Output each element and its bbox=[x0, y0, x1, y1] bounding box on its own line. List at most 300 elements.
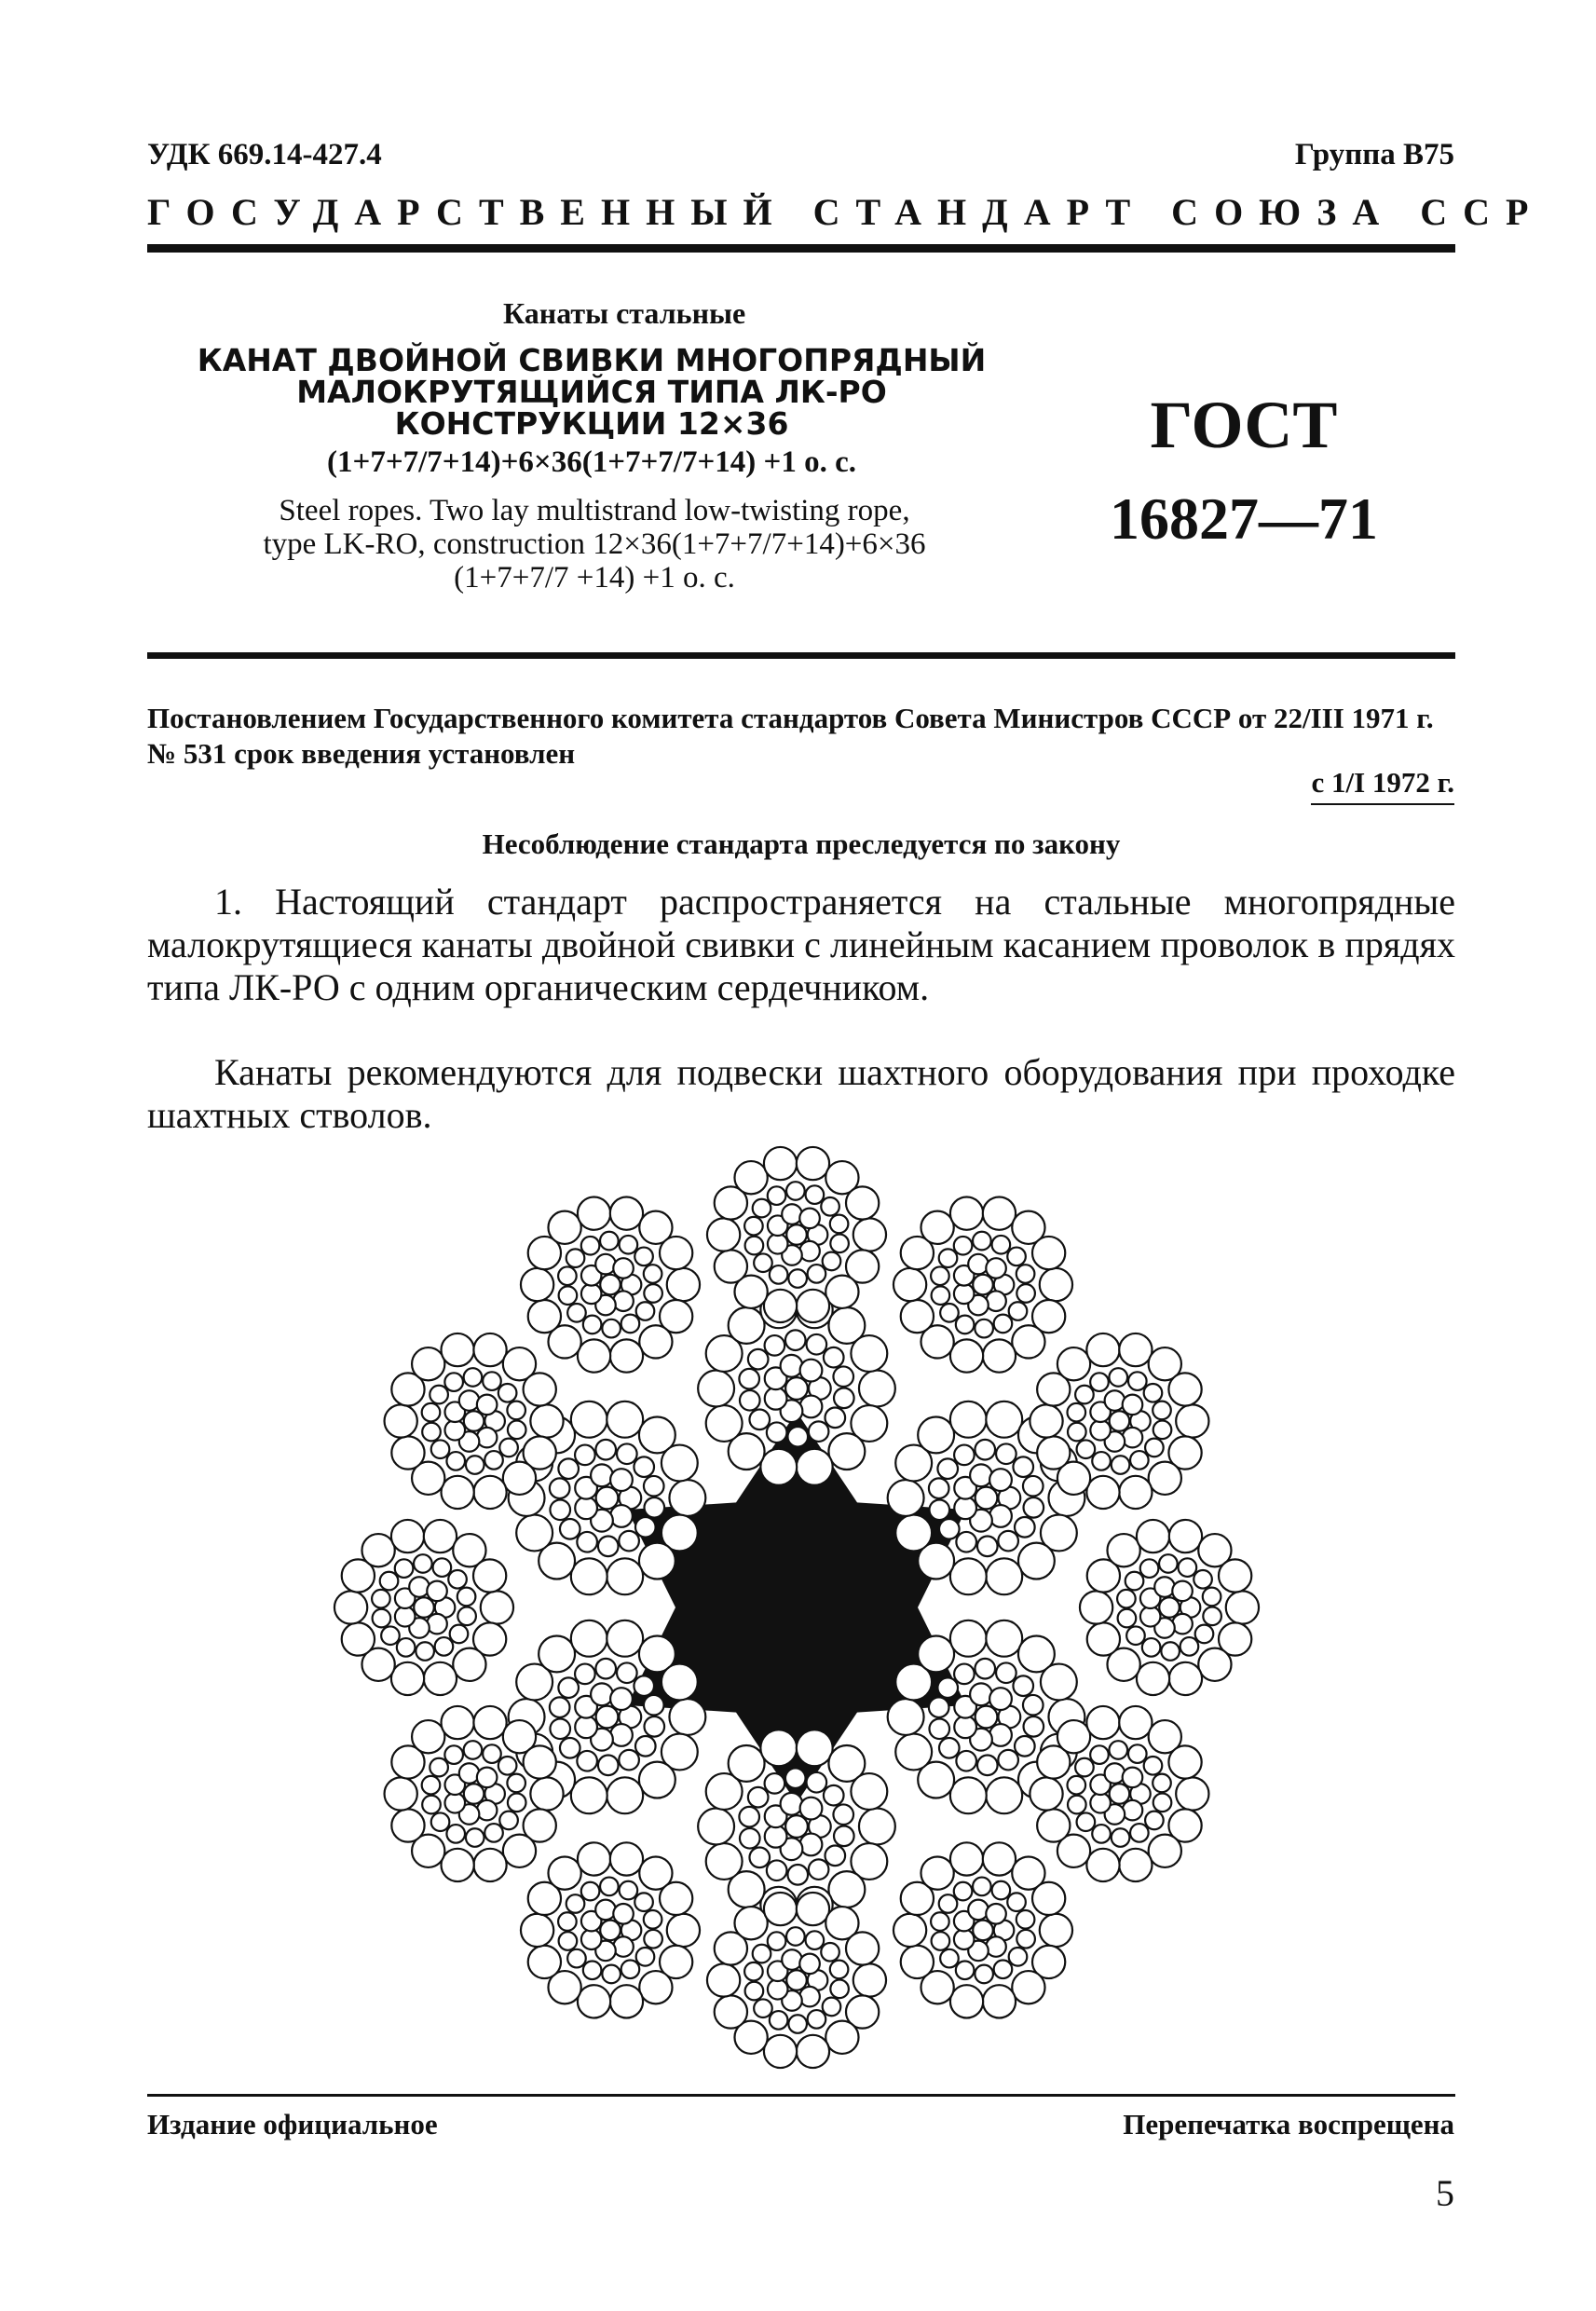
header-rule bbox=[147, 244, 1455, 253]
outer-strand-wire bbox=[1112, 1456, 1130, 1474]
outer-strand-wire bbox=[1086, 1333, 1119, 1366]
outer-strand-wire bbox=[846, 1932, 879, 1964]
outer-strand-wire bbox=[975, 1965, 993, 1984]
inner-strand-wire bbox=[571, 1620, 607, 1657]
outer-strand-wire bbox=[786, 1224, 807, 1245]
outer-strand-wire bbox=[477, 1768, 498, 1788]
outer-strand-wire bbox=[764, 1290, 797, 1322]
outer-strand-wire bbox=[1068, 1423, 1086, 1442]
outer-strand-wire bbox=[595, 1900, 616, 1921]
outer-strand-wire bbox=[986, 1291, 1006, 1311]
inner-strand-wire bbox=[833, 1366, 853, 1387]
outer-strand-wire bbox=[797, 1147, 829, 1180]
outer-strand-wire bbox=[1137, 1662, 1169, 1695]
inner-strand-wire bbox=[767, 1860, 787, 1880]
outer-strand-wire bbox=[1123, 1428, 1143, 1448]
outer-strand-wire bbox=[1172, 1614, 1193, 1634]
inner-strand-wire bbox=[610, 1688, 633, 1710]
outer-strand-wire bbox=[1161, 1642, 1180, 1661]
outer-strand-wire bbox=[483, 1744, 501, 1763]
inner-strand-wire bbox=[1013, 1675, 1033, 1696]
outer-strand-wire bbox=[381, 1626, 400, 1645]
inner-strand-wire bbox=[807, 1772, 827, 1793]
outer-strand-wire bbox=[931, 1266, 949, 1285]
inner-strand-wire bbox=[706, 1843, 743, 1880]
outer-strand-wire bbox=[578, 1985, 610, 2017]
outer-strand-wire bbox=[893, 1268, 926, 1301]
inner-strand-wire bbox=[998, 1531, 1018, 1552]
inner-strand-wire bbox=[619, 1750, 639, 1771]
inner-strand-wire bbox=[550, 1478, 570, 1498]
outer-strand-wire bbox=[853, 1218, 886, 1251]
outer-strand-wire bbox=[950, 1197, 983, 1230]
outer-strand-wire bbox=[444, 1373, 463, 1391]
outer-strand-wire bbox=[1090, 1373, 1109, 1391]
outer-strand-wire bbox=[715, 1995, 747, 2028]
outer-strand-wire bbox=[1068, 1776, 1086, 1795]
outer-strand-wire bbox=[853, 1963, 886, 1996]
group-code: Группа В75 bbox=[1294, 138, 1454, 171]
outer-strand-wire bbox=[768, 1186, 786, 1205]
inner-strand-wire bbox=[765, 1388, 787, 1410]
outer-strand-wire bbox=[940, 1949, 959, 1968]
outer-strand-wire bbox=[994, 1315, 1013, 1333]
outer-strand-wire bbox=[613, 1291, 634, 1311]
outer-strand-wire bbox=[466, 1828, 484, 1847]
outer-strand-wire bbox=[745, 1237, 764, 1255]
outer-strand-wire bbox=[620, 1881, 638, 1900]
outer-strand-wire bbox=[754, 1253, 772, 1272]
outer-strand-wire bbox=[634, 1248, 653, 1266]
inner-strand-wire bbox=[888, 1699, 924, 1735]
outer-strand-wire bbox=[707, 1963, 740, 1996]
outer-strand-wire bbox=[427, 1614, 447, 1634]
outer-strand-wire bbox=[986, 1904, 1006, 1924]
inner-strand-wire bbox=[596, 1487, 619, 1510]
outer-strand-wire bbox=[1086, 1706, 1119, 1739]
outer-strand-wire bbox=[583, 1316, 602, 1334]
inner-strand-wire bbox=[748, 1349, 769, 1370]
outer-strand-wire bbox=[578, 1197, 610, 1230]
outer-strand-wire bbox=[600, 1275, 621, 1295]
outer-strand-wire bbox=[1009, 1948, 1028, 1966]
outer-strand-wire bbox=[621, 1315, 640, 1333]
inner-strand-wire bbox=[929, 1718, 949, 1739]
inner-strand-wire bbox=[986, 1777, 1022, 1813]
inner-strand-wire bbox=[989, 1469, 1012, 1491]
outer-strand-wire bbox=[600, 1232, 619, 1251]
outer-strand-wire bbox=[1203, 1588, 1221, 1607]
outer-strand-wire bbox=[639, 1971, 672, 2003]
inner-strand-wire bbox=[954, 1445, 975, 1466]
outer-strand-wire bbox=[473, 1476, 506, 1509]
outer-strand-wire bbox=[768, 1234, 788, 1254]
inner-strand-wire bbox=[729, 1745, 765, 1782]
inner-strand-wire bbox=[1024, 1716, 1044, 1737]
outer-strand-wire bbox=[395, 1607, 416, 1627]
outer-strand-wire bbox=[1016, 1930, 1035, 1949]
outer-strand-wire bbox=[940, 1304, 959, 1322]
outer-strand-wire bbox=[507, 1402, 525, 1420]
outer-strand-wire bbox=[1168, 1373, 1201, 1405]
inner-strand-wire bbox=[785, 1768, 806, 1788]
outer-strand-wire bbox=[973, 1232, 991, 1251]
outer-strand-wire bbox=[901, 1300, 934, 1333]
outer-strand-wire bbox=[786, 1182, 805, 1200]
inner-strand-wire bbox=[989, 1688, 1012, 1710]
outer-strand-wire bbox=[830, 1980, 849, 1999]
inner-strand-wire bbox=[740, 1828, 760, 1849]
outer-strand-wire bbox=[808, 2010, 826, 2029]
outer-strand-wire bbox=[498, 1384, 517, 1402]
outer-strand-wire bbox=[1118, 1609, 1137, 1628]
outer-strand-wire bbox=[1153, 1402, 1171, 1420]
outer-strand-wire bbox=[507, 1774, 525, 1793]
outer-strand-wire bbox=[1179, 1558, 1197, 1577]
outer-strand-wire bbox=[595, 1254, 616, 1275]
outer-strand-wire bbox=[548, 1856, 580, 1889]
outer-strand-wire bbox=[782, 1204, 802, 1224]
outer-strand-wire bbox=[782, 1949, 802, 1970]
outer-strand-wire bbox=[825, 2021, 858, 2054]
outer-strand-wire bbox=[1145, 1439, 1164, 1457]
outer-strand-wire bbox=[1125, 1572, 1144, 1591]
outer-strand-wire bbox=[397, 1638, 416, 1657]
outer-strand-wire bbox=[412, 1347, 444, 1380]
inner-strand-wire bbox=[998, 1750, 1018, 1771]
inner-strand-wire bbox=[575, 1445, 595, 1466]
outer-strand-wire bbox=[430, 1758, 448, 1777]
inner-strand-wire bbox=[595, 1440, 616, 1460]
outer-strand-wire bbox=[799, 1987, 820, 2007]
inner-strand-wire bbox=[765, 1826, 787, 1848]
outer-strand-wire bbox=[416, 1642, 434, 1661]
outer-strand-wire bbox=[764, 2035, 797, 2068]
inner-strand-wire bbox=[598, 1537, 619, 1557]
state-standard-heading: ГОСУДАРСТВЕННЫЙ СТАНДАРТ СОЮЗА ССР bbox=[147, 191, 1545, 233]
outer-strand-wire bbox=[567, 1949, 586, 1968]
outer-strand-wire bbox=[770, 1265, 788, 1284]
inner-strand-wire bbox=[800, 1798, 823, 1820]
inner-strand-wire bbox=[635, 1517, 656, 1538]
inner-strand-wire bbox=[970, 1683, 992, 1705]
outer-strand-wire bbox=[950, 1339, 983, 1372]
inner-strand-wire bbox=[634, 1675, 654, 1696]
outer-strand-wire bbox=[639, 1325, 672, 1358]
inner-strand-wire bbox=[977, 1537, 998, 1557]
inner-strand-wire bbox=[550, 1718, 570, 1739]
outer-strand-wire bbox=[412, 1720, 444, 1753]
body-paragraph-1: 1. Настоящий стандарт распространяется на стальные многопрядные малокрутящиеся канаты двойной свивки с линейным касанием проволок в прядях типа ЛК-РО с одним органическим сердечником. bbox=[147, 881, 1455, 1008]
inner-strand-wire bbox=[828, 1871, 865, 1908]
rope-cross-section-figure bbox=[326, 1137, 1267, 2078]
inner-strand-wire bbox=[617, 1662, 637, 1683]
outer-strand-wire bbox=[1159, 1554, 1178, 1573]
outer-strand-wire bbox=[1068, 1403, 1086, 1422]
decree-date: с 1/I 1972 г. bbox=[1311, 766, 1454, 805]
outer-strand-wire bbox=[578, 1339, 610, 1372]
outer-strand-wire bbox=[1128, 1372, 1147, 1390]
inner-strand-wire bbox=[596, 1706, 619, 1729]
inner-strand-wire bbox=[918, 1417, 954, 1454]
outer-strand-wire bbox=[799, 1954, 820, 1975]
outer-strand-wire bbox=[459, 1763, 480, 1784]
inner-strand-wire bbox=[550, 1499, 570, 1520]
outer-strand-wire bbox=[808, 1265, 826, 1283]
outer-strand-wire bbox=[391, 1662, 424, 1695]
inner-strand-wire bbox=[834, 1826, 854, 1846]
inner-strand-wire bbox=[539, 1636, 575, 1673]
outer-strand-wire bbox=[1030, 1404, 1062, 1437]
outer-strand-wire bbox=[424, 1520, 457, 1552]
title-line-1: КАНАТ ДВОЙНОЙ СВИВКИ МНОГОПРЯДНЫЙ bbox=[197, 342, 987, 378]
inner-strand-wire bbox=[950, 1777, 987, 1813]
outer-strand-wire bbox=[473, 1333, 506, 1366]
outer-strand-wire bbox=[830, 1215, 849, 1234]
outer-strand-wire bbox=[1198, 1648, 1231, 1681]
inner-strand-wire bbox=[575, 1664, 595, 1685]
outer-strand-wire bbox=[786, 1927, 805, 1946]
inner-strand-wire bbox=[986, 1558, 1022, 1594]
outer-strand-wire bbox=[744, 1962, 763, 1981]
outer-strand-wire bbox=[528, 1300, 561, 1333]
inner-strand-wire bbox=[577, 1751, 597, 1771]
outer-strand-wire bbox=[581, 1284, 602, 1305]
outer-strand-wire bbox=[372, 1590, 390, 1608]
outer-strand-wire bbox=[1068, 1796, 1086, 1814]
body-paragraph-2: Канаты рекомендуются для подвески шахтного оборудования при проходке шахтных стволов. bbox=[147, 1051, 1455, 1136]
outer-strand-wire bbox=[788, 1269, 807, 1288]
inner-strand-wire bbox=[937, 1458, 958, 1479]
outer-strand-wire bbox=[1007, 1893, 1026, 1911]
outer-strand-wire bbox=[830, 1235, 849, 1253]
outer-strand-wire bbox=[446, 1452, 465, 1470]
inner-strand-wire bbox=[986, 1402, 1022, 1438]
outer-strand-wire bbox=[1142, 1638, 1161, 1657]
outer-strand-wire bbox=[473, 1849, 506, 1881]
outer-strand-wire bbox=[1144, 1384, 1163, 1402]
inner-strand-wire bbox=[560, 1738, 580, 1758]
outer-strand-wire bbox=[954, 1929, 975, 1949]
inner-strand-wire bbox=[859, 1809, 895, 1845]
inner-strand-wire bbox=[797, 1730, 833, 1766]
outer-strand-wire bbox=[578, 1842, 610, 1875]
title-formula: (1+7+7/7+14)+6×36(1+7+7/7+14) +1 о. с. bbox=[327, 445, 856, 479]
outer-strand-wire bbox=[921, 1856, 953, 1889]
outer-strand-wire bbox=[1123, 1768, 1143, 1788]
outer-strand-wire bbox=[921, 1211, 953, 1244]
inner-strand-wire bbox=[571, 1777, 607, 1813]
outer-strand-wire bbox=[1172, 1581, 1193, 1602]
outer-strand-wire bbox=[473, 1706, 506, 1739]
outer-strand-wire bbox=[1176, 1404, 1208, 1437]
english-title bbox=[147, 494, 1042, 595]
outer-strand-wire bbox=[373, 1609, 391, 1628]
inner-strand-wire bbox=[833, 1804, 853, 1825]
outer-strand-wire bbox=[600, 1921, 621, 1941]
inner-strand-wire bbox=[800, 1360, 823, 1382]
law-notice: Несоблюдение стандарта преследуется по закону bbox=[482, 827, 1121, 860]
inner-strand-wire bbox=[550, 1697, 570, 1717]
inner-strand-wire bbox=[975, 1440, 995, 1460]
outer-strand-wire bbox=[983, 1842, 1016, 1875]
outer-strand-wire bbox=[1012, 1971, 1044, 2003]
outer-strand-wire bbox=[1075, 1758, 1094, 1777]
inner-strand-wire bbox=[767, 1422, 787, 1443]
inner-strand-wire bbox=[975, 1706, 998, 1729]
outer-strand-wire bbox=[581, 1882, 600, 1901]
outer-strand-wire bbox=[1016, 1265, 1035, 1283]
outer-strand-wire bbox=[442, 1333, 474, 1366]
outer-strand-wire bbox=[950, 1985, 983, 2017]
outer-strand-wire bbox=[768, 1979, 788, 2000]
outer-strand-wire bbox=[939, 1894, 958, 1913]
outer-strand-wire bbox=[1016, 1284, 1035, 1303]
outer-strand-wire bbox=[521, 1268, 553, 1301]
outer-strand-wire bbox=[973, 1878, 991, 1896]
outer-strand-wire bbox=[1037, 1436, 1070, 1469]
outer-strand-wire bbox=[1154, 1577, 1175, 1597]
outer-strand-wire bbox=[823, 1998, 841, 2017]
inner-strand-wire bbox=[888, 1480, 924, 1516]
outer-strand-wire bbox=[442, 1706, 474, 1739]
outer-strand-wire bbox=[956, 1316, 975, 1334]
outer-strand-wire bbox=[1030, 1777, 1062, 1810]
outer-strand-wire bbox=[499, 1439, 518, 1457]
inner-strand-wire bbox=[610, 1469, 633, 1491]
outer-strand-wire bbox=[1090, 1745, 1109, 1764]
standard-title bbox=[158, 342, 1025, 442]
inner-strand-wire bbox=[895, 1515, 932, 1552]
outer-strand-wire bbox=[528, 1946, 561, 1978]
outer-strand-wire bbox=[744, 1217, 763, 1236]
inner-strand-wire bbox=[617, 1443, 637, 1464]
inner-strand-wire bbox=[662, 1664, 698, 1701]
outer-strand-wire bbox=[986, 1258, 1006, 1279]
outer-strand-wire bbox=[613, 1936, 634, 1957]
outer-strand-wire bbox=[499, 1812, 518, 1830]
inner-strand-wire bbox=[1023, 1476, 1044, 1497]
outer-strand-wire bbox=[581, 1929, 602, 1949]
outer-strand-wire bbox=[391, 1809, 424, 1841]
outer-strand-wire bbox=[1040, 1914, 1072, 1947]
outer-strand-wire bbox=[427, 1581, 447, 1602]
outer-strand-wire bbox=[1168, 1745, 1201, 1778]
outer-strand-wire bbox=[448, 1570, 467, 1589]
outer-strand-wire bbox=[477, 1395, 498, 1415]
outer-strand-wire bbox=[734, 1161, 767, 1194]
english-line-2: type LK-RO, construction 12×36(1+7+7/7+14)+6×36 bbox=[263, 527, 926, 561]
outer-strand-wire bbox=[548, 1211, 580, 1244]
inner-strand-wire bbox=[644, 1716, 664, 1737]
outer-strand-wire bbox=[566, 1894, 585, 1913]
outer-strand-wire bbox=[734, 1907, 767, 1939]
outer-strand-wire bbox=[939, 1249, 958, 1267]
outer-strand-wire bbox=[583, 1961, 602, 1979]
outer-strand-wire bbox=[1130, 1451, 1149, 1470]
outer-strand-wire bbox=[1123, 1800, 1143, 1821]
outer-strand-wire bbox=[1016, 1910, 1035, 1929]
outer-strand-wire bbox=[431, 1440, 450, 1458]
inner-strand-wire bbox=[800, 1834, 823, 1856]
inner-strand-wire bbox=[639, 1762, 675, 1798]
outer-strand-wire bbox=[1105, 1390, 1125, 1411]
inner-strand-wire bbox=[1015, 1517, 1035, 1538]
inner-strand-wire bbox=[749, 1848, 770, 1868]
outer-strand-wire bbox=[558, 1266, 577, 1285]
outer-strand-wire bbox=[1086, 1476, 1119, 1509]
inner-strand-wire bbox=[575, 1716, 597, 1738]
inner-strand-wire bbox=[824, 1785, 844, 1806]
outer-strand-wire bbox=[444, 1745, 463, 1764]
outer-strand-wire bbox=[1153, 1421, 1172, 1440]
outer-strand-wire bbox=[707, 1218, 740, 1251]
outer-strand-wire bbox=[1169, 1520, 1202, 1552]
inner-strand-wire bbox=[610, 1724, 633, 1746]
outer-strand-wire bbox=[950, 1842, 983, 1875]
outer-strand-wire bbox=[788, 2015, 807, 2033]
outer-strand-wire bbox=[660, 1237, 692, 1269]
inner-strand-wire bbox=[956, 1532, 976, 1552]
outer-strand-wire bbox=[530, 1777, 563, 1810]
outer-strand-wire bbox=[459, 1390, 480, 1411]
outer-strand-wire bbox=[430, 1386, 448, 1404]
inner-strand-wire bbox=[607, 1558, 643, 1594]
udk-code: УДК 669.14-427.4 bbox=[147, 138, 382, 171]
outer-strand-wire bbox=[1159, 1597, 1180, 1618]
outer-strand-wire bbox=[484, 1451, 503, 1470]
outer-strand-wire bbox=[799, 1241, 820, 1262]
outer-strand-wire bbox=[446, 1825, 465, 1843]
inner-strand-wire bbox=[954, 1664, 975, 1685]
outer-strand-wire bbox=[508, 1421, 526, 1440]
outer-strand-wire bbox=[414, 1597, 434, 1618]
outer-strand-wire bbox=[786, 1970, 807, 1990]
outer-strand-wire bbox=[1180, 1637, 1199, 1656]
inner-strand-wire bbox=[760, 1730, 797, 1766]
outer-strand-wire bbox=[992, 1236, 1011, 1254]
outer-strand-wire bbox=[986, 1936, 1006, 1957]
outer-strand-wire bbox=[1126, 1626, 1145, 1645]
english-line-3: (1+7+7/7 +14) +1 o. c. bbox=[454, 561, 735, 595]
outer-strand-wire bbox=[1037, 1809, 1070, 1841]
inner-strand-wire bbox=[989, 1505, 1012, 1527]
outer-strand-wire bbox=[1032, 1882, 1065, 1915]
english-line-1: Steel ropes. Two lay multistrand low-twisting rope, bbox=[279, 494, 910, 527]
inner-strand-wire bbox=[950, 1620, 987, 1657]
outer-strand-wire bbox=[973, 1921, 993, 1941]
inner-strand-wire bbox=[1024, 1497, 1044, 1518]
inner-strand-wire bbox=[809, 1421, 829, 1442]
outer-strand-wire bbox=[753, 1945, 771, 1963]
outer-strand-wire bbox=[1137, 1520, 1169, 1552]
inner-strand-wire bbox=[639, 1543, 675, 1579]
outer-strand-wire bbox=[983, 1339, 1016, 1372]
outer-strand-wire bbox=[745, 1982, 764, 2001]
outer-strand-wire bbox=[1075, 1386, 1094, 1404]
outer-strand-wire bbox=[931, 1912, 949, 1931]
outer-strand-wire bbox=[422, 1796, 441, 1814]
outer-strand-wire bbox=[334, 1591, 367, 1623]
inner-strand-wire bbox=[800, 1396, 823, 1418]
outer-strand-wire bbox=[1119, 1333, 1152, 1366]
outer-strand-wire bbox=[956, 1961, 975, 1979]
inner-strand-wire bbox=[954, 1716, 976, 1738]
outer-strand-wire bbox=[559, 1286, 578, 1305]
inner-strand-wire bbox=[698, 1371, 734, 1407]
outer-strand-wire bbox=[1226, 1591, 1259, 1623]
inner-strand-wire bbox=[1041, 1664, 1077, 1701]
